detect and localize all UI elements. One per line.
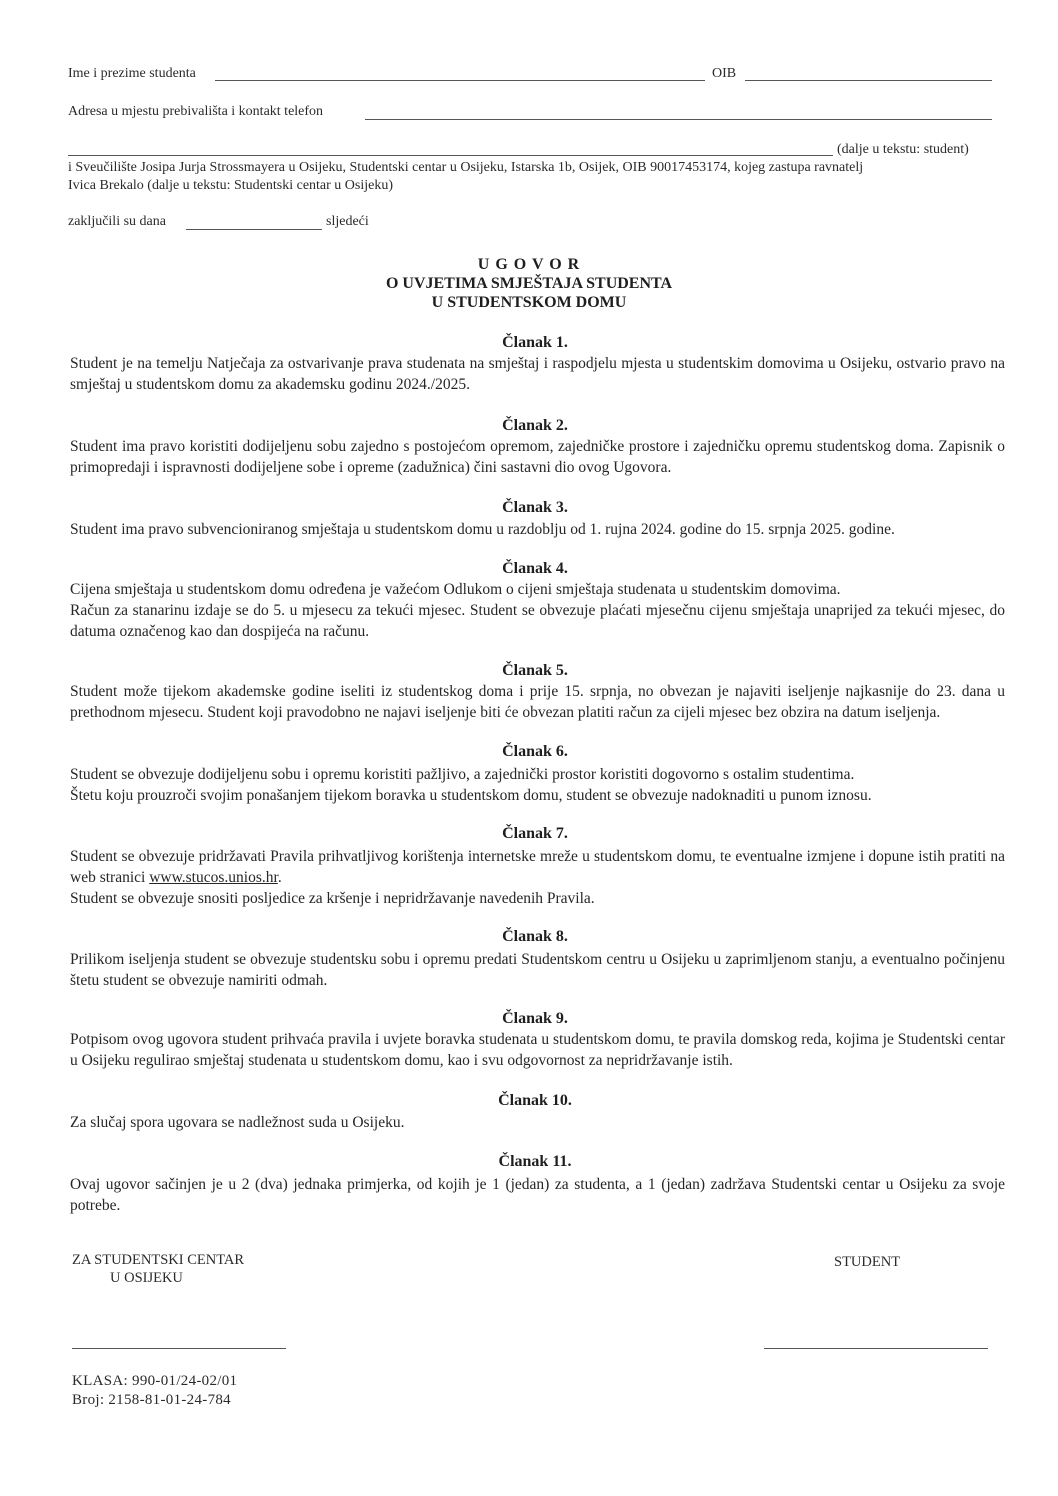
contract-subtitle-line2: U STUDENTSKOM DOMU — [431, 294, 627, 311]
oib-label: OIB — [712, 66, 737, 81]
article-2-text: Student ima pravo koristiti dodijeljenu sobu zajedno s postojećom opremom, zajedničke prostore i zajedničku opremu studentskog doma. Zapisnik o primopredaji i ispravnosti dodijeljene sobe i opreme (zadužnica) čini sastavni dio ovog Ugovora. — [70, 438, 1005, 476]
address-field[interactable] — [365, 119, 992, 120]
student-name-label: Ime i prezime studenta — [68, 66, 196, 81]
article-4-text-2: Račun za stanarinu izdaje se do 5. u mjesecu za tekući mjesec. Student se obvezuje plaćati mjesečnu cijenu smještaja unaprijed za tekući mjesec, do datuma označenog kao dan dospijeća na računu. — [70, 602, 1005, 640]
article-6-text-2: Štetu koju prouzroči svojim ponašanjem tijekom boravka u studentskom domu, student se obvezuje nadoknaditi u punom iznosu. — [70, 787, 872, 804]
student-note: (dalje u tekstu: student) — [837, 142, 969, 157]
article-4-body — [70, 579, 1005, 642]
article-10-text: Za slučaj spora ugovara se nadležnost suda u Osijeku. — [70, 1114, 405, 1131]
article-8-heading: Članak 8. — [502, 928, 568, 945]
student-name-field[interactable] — [215, 80, 705, 81]
signature-line-student[interactable] — [764, 1348, 988, 1349]
party-description-line1: i Sveučilište Josipa Jurja Strossmayera u Osijeku, Studentski centar u Osijeku, Istarska 1b, Osijek, OIB 90017453174, kojeg zastupa ravnatelj — [68, 160, 864, 175]
klasa-reference: KLASA: 990-01/24-02/01 — [72, 1373, 238, 1389]
party-description-line2: Ivica Brekalo (dalje u tekstu: Studentski centar u Osijeku) — [68, 178, 394, 193]
article-7-text-1 — [70, 846, 1005, 888]
article-5-heading: Članak 5. — [502, 662, 568, 679]
article-9-heading: Članak 9. — [502, 1010, 568, 1027]
signature-left-label-line1: ZA STUDENTSKI CENTAR — [72, 1252, 245, 1268]
article-4-heading: Članak 4. — [502, 560, 568, 577]
oib-field[interactable] — [745, 80, 992, 81]
contract-date-field[interactable] — [186, 229, 322, 230]
article-9-text: Potpisom ovog ugovora student prihvaća pravila i uvjete boravka studenata u studentskom domu, te pravila domskog reda, kojima je Studentski centar u Osijeku regulirao smještaj studenata u studentskom domu, kao i svu odgovornost za nepridržavanje istih. — [70, 1031, 1005, 1069]
address-field-continued[interactable] — [68, 155, 833, 156]
article-7-text-b: . — [277, 869, 282, 886]
signature-right-label: STUDENT — [834, 1254, 901, 1270]
article-11-text: Ovaj ugovor sačinjen je u 2 (dva) jednaka primjerka, od kojih je 1 (jedan) za studenta, a 1 (jedan) zadržava Studentski centar u Osijeku za svoje potrebe. — [70, 1176, 1005, 1214]
article-3-text: Student ima pravo subvencioniranog smještaja u studentskom domu u razdoblju od 1. rujna 2024. godine do 15. srpnja 2025. godine. — [70, 521, 895, 538]
concluded-suffix: sljedeći — [326, 214, 369, 229]
article-4-text-1: Cijena smještaja u studentskom domu određena je važećom Odlukom o cijeni smještaja studenata u studentskim domovima. — [70, 581, 841, 598]
article-7-heading: Članak 7. — [502, 825, 568, 842]
article-6-heading: Članak 6. — [502, 743, 568, 760]
article-6-body — [70, 764, 1005, 806]
article-11-heading: Članak 11. — [498, 1153, 572, 1170]
broj-reference: Broj: 2158-81-01-24-784 — [72, 1392, 231, 1408]
article-7-text-2: Student se obvezuje snositi posljedice za kršenje i nepridržavanje navedenih Pravila. — [70, 890, 595, 907]
article-7-text-a: Student se obvezuje pridržavati Pravila prihvatljivog korištenja internetske mreže u studentskom domu, te eventualne izmjene i dopune istih pratiti na web stranici — [70, 848, 1005, 886]
article-3-heading: Članak 3. — [502, 499, 568, 516]
contract-title: U G O V O R — [477, 256, 581, 273]
concluded-prefix: zaključili su dana — [68, 214, 166, 229]
contract-subtitle-line1: O UVJETIMA SMJEŠTAJA STUDENTA — [385, 275, 673, 292]
article-7-body — [70, 846, 1005, 909]
article-10-heading: Članak 10. — [498, 1092, 572, 1109]
article-1-heading: Članak 1. — [502, 334, 568, 351]
article-8-text: Prilikom iseljenja student se obvezuje studentsku sobu i opremu predati Studentskom centru u Osijeku u zaprimljenom stanju, a eventualno počinjenu štetu student se obvezuje namiriti odmah. — [70, 951, 1005, 989]
stucos-web-link[interactable]: www.stucos.unios.hr — [149, 869, 278, 886]
address-label: Adresa u mjestu prebivališta i kontakt telefon — [68, 104, 324, 119]
signature-left-label-line2: U OSIJEKU — [110, 1270, 183, 1286]
article-2-heading: Članak 2. — [502, 417, 568, 434]
signature-line-student-centre[interactable] — [72, 1348, 286, 1349]
article-1-text: Student je na temelju Natječaja za ostvarivanje prava studenata na smještaj i raspodjelu mjesta u studentskim domovima u Osijeku, ostvario pravo na smještaj u studentskom domu za akademsku godinu 2024./2025. — [70, 355, 1005, 393]
article-6-text-1: Student se obvezuje dodijeljenu sobu i opremu koristiti pažljivo, a zajednički prostor koristiti dogovorno s ostalim studentima. — [70, 766, 855, 783]
article-5-text: Student može tijekom akademske godine iseliti iz studentskog doma i prije 15. srpnja, no obvezan je najaviti iseljenje najkasnije do 23. dana u prethodnom mjesecu. Student koji pravodobno ne najavi iseljenje biti će obvezan platiti račun za cijeli mjesec bez obzira na datum iseljenja. — [70, 683, 1005, 721]
